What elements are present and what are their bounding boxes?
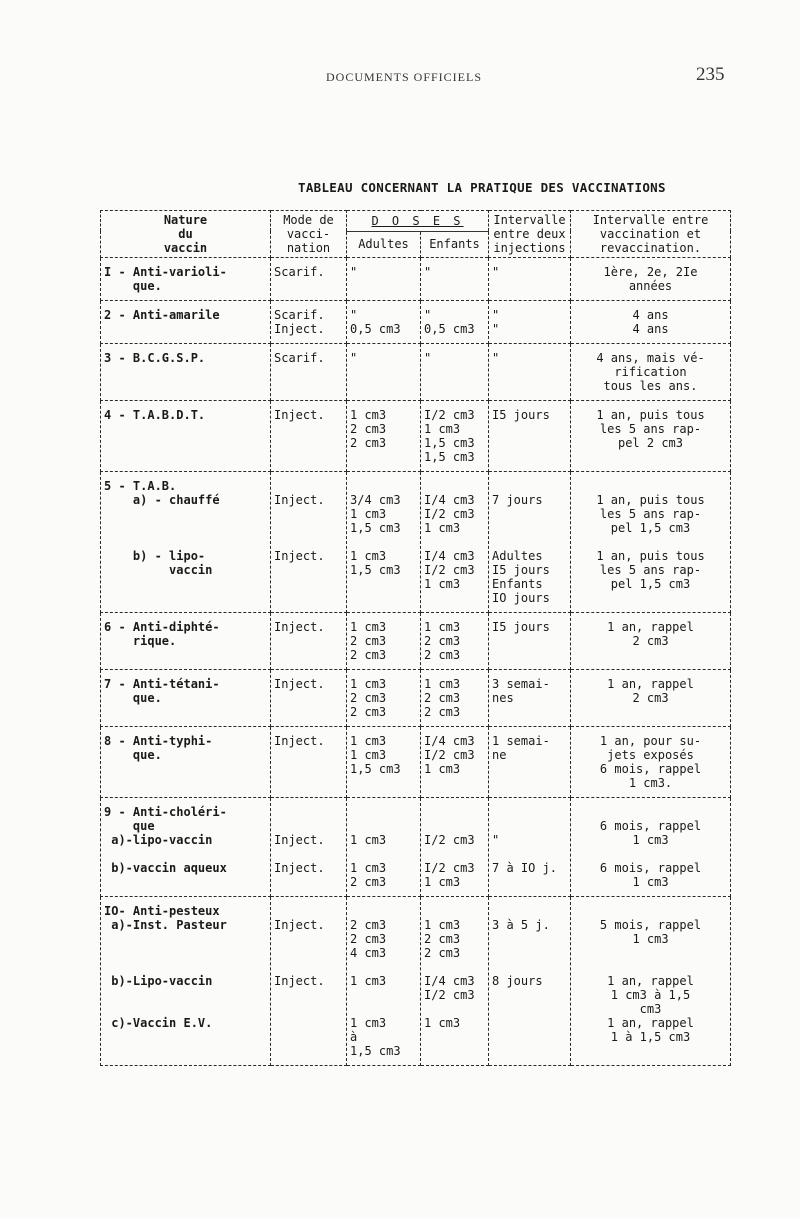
cell-intervalle-injections: I5 jours xyxy=(489,613,571,670)
cell-intervalle-revaccination: 6 mois, rappel 1 cm3 6 mois, rappel 1 cm3 xyxy=(571,798,731,897)
cell-nature: 3 - B.C.G.S.P. xyxy=(101,344,271,401)
table-row xyxy=(101,798,731,897)
cell-dose-enfants: 1 cm3 2 cm3 2 cm3 xyxy=(421,613,489,670)
vaccination-table xyxy=(100,210,731,1066)
cell-mode: Inject. xyxy=(271,613,347,670)
table-row xyxy=(101,344,731,401)
cell-dose-enfants: I/4 cm3 I/2 cm3 1 cm3 I/4 cm3 I/2 cm3 1 cm3 xyxy=(421,472,489,613)
cell-nature: IO- Anti-pesteux a)-Inst. Pasteur b)-Lipo-vaccin c)-Vaccin E.V. xyxy=(101,897,271,1066)
header-adultes: Adultes xyxy=(347,231,421,257)
table-row xyxy=(101,258,731,301)
cell-dose-enfants: " 0,5 cm3 xyxy=(421,301,489,344)
cell-intervalle-injections: I5 jours xyxy=(489,401,571,472)
table-row xyxy=(101,613,731,670)
cell-dose-adultes: 1 cm3 2 cm3 2 cm3 xyxy=(347,670,421,727)
header-doses: D O S E S xyxy=(347,211,489,232)
cell-nature: 7 - Anti-tétani- que. xyxy=(101,670,271,727)
cell-dose-adultes: " xyxy=(347,344,421,401)
cell-intervalle-injections: 1 semai- ne xyxy=(489,727,571,798)
cell-dose-adultes: 1 cm3 2 cm3 2 cm3 xyxy=(347,613,421,670)
cell-dose-adultes: 1 cm3 2 cm3 2 cm3 xyxy=(347,401,421,472)
cell-dose-enfants: " xyxy=(421,258,489,301)
cell-nature: 9 - Anti-choléri- que a)-lipo-vaccin b)-vaccin aqueux xyxy=(101,798,271,897)
cell-mode: Inject. Inject. xyxy=(271,897,347,1066)
table-row xyxy=(101,897,731,1066)
cell-intervalle-revaccination: 1 an, puis tous les 5 ans rap- pel 1,5 cm3 1 an, puis tous les 5 ans rap- pel 1,5 cm3 xyxy=(571,472,731,613)
cell-dose-adultes: " 0,5 cm3 xyxy=(347,301,421,344)
cell-nature: 5 - T.A.B. a) - chauffé b) - lipo- vaccin xyxy=(101,472,271,613)
cell-dose-adultes: 1 cm3 1 cm3 1,5 cm3 xyxy=(347,727,421,798)
cell-mode: Inject. Inject. xyxy=(271,472,347,613)
header-intervalle-injections: Intervalle entre deux injections xyxy=(489,211,571,258)
cell-intervalle-injections: " " xyxy=(489,301,571,344)
table-row xyxy=(101,727,731,798)
cell-mode: Inject. xyxy=(271,670,347,727)
cell-dose-adultes: " xyxy=(347,258,421,301)
cell-dose-adultes: 2 cm3 2 cm3 4 cm3 1 cm3 1 cm3 à 1,5 cm3 xyxy=(347,897,421,1066)
table-header-row xyxy=(101,211,731,232)
cell-mode: Inject. Inject. xyxy=(271,798,347,897)
cell-dose-enfants: " xyxy=(421,344,489,401)
cell-intervalle-revaccination: 4 ans 4 ans xyxy=(571,301,731,344)
cell-dose-enfants: I/4 cm3 I/2 cm3 1 cm3 xyxy=(421,727,489,798)
cell-dose-adultes: 3/4 cm3 1 cm3 1,5 cm3 1 cm3 1,5 cm3 xyxy=(347,472,421,613)
header-enfants: Enfants xyxy=(421,231,489,257)
cell-intervalle-revaccination: 1ère, 2e, 2Ie années xyxy=(571,258,731,301)
cell-intervalle-revaccination: 4 ans, mais vé- rification tous les ans. xyxy=(571,344,731,401)
cell-dose-adultes: 1 cm3 1 cm3 2 cm3 xyxy=(347,798,421,897)
cell-intervalle-injections: 3 semai- nes xyxy=(489,670,571,727)
cell-intervalle-injections: " xyxy=(489,258,571,301)
cell-mode: Scarif. Inject. xyxy=(271,301,347,344)
header-mode: Mode de vacci- nation xyxy=(271,211,347,258)
cell-nature: 8 - Anti-typhi- que. xyxy=(101,727,271,798)
cell-intervalle-injections: 7 jours Adultes I5 jours Enfants IO jours xyxy=(489,472,571,613)
cell-mode: Inject. xyxy=(271,727,347,798)
cell-mode: Inject. xyxy=(271,401,347,472)
cell-intervalle-injections: " xyxy=(489,344,571,401)
cell-intervalle-revaccination: 5 mois, rappel 1 cm3 1 an, rappel 1 cm3 à 1,5 cm3 1 an, rappel 1 à 1,5 cm3 xyxy=(571,897,731,1066)
cell-intervalle-revaccination: 1 an, rappel 2 cm3 xyxy=(571,613,731,670)
cell-intervalle-injections: " 7 à IO j. xyxy=(489,798,571,897)
cell-intervalle-injections: 3 à 5 j. 8 jours xyxy=(489,897,571,1066)
cell-nature: 4 - T.A.B.D.T. xyxy=(101,401,271,472)
cell-mode: Scarif. xyxy=(271,344,347,401)
cell-dose-enfants: 1 cm3 2 cm3 2 cm3 xyxy=(421,670,489,727)
header-intervalle-revaccination: Intervalle entre vaccination et revaccination. xyxy=(571,211,731,258)
cell-intervalle-revaccination: 1 an, puis tous les 5 ans rap- pel 2 cm3 xyxy=(571,401,731,472)
table-title: TABLEAU CONCERNANT LA PRATIQUE DES VACCINATIONS xyxy=(298,180,666,195)
table-row xyxy=(101,401,731,472)
table-row xyxy=(101,472,731,613)
cell-nature: 6 - Anti-diphté- rique. xyxy=(101,613,271,670)
cell-mode: Scarif. xyxy=(271,258,347,301)
running-title: DOCUMENTS OFFICIELS xyxy=(326,70,483,84)
table-row xyxy=(101,670,731,727)
cell-dose-enfants: 1 cm3 2 cm3 2 cm3 I/4 cm3 I/2 cm3 1 cm3 xyxy=(421,897,489,1066)
cell-intervalle-revaccination: 1 an, pour su- jets exposés 6 mois, rappel 1 cm3. xyxy=(571,727,731,798)
page-number: 235 xyxy=(696,64,725,85)
cell-dose-enfants: I/2 cm3 I/2 cm3 1 cm3 xyxy=(421,798,489,897)
cell-intervalle-revaccination: 1 an, rappel 2 cm3 xyxy=(571,670,731,727)
cell-nature: I - Anti-varioli- que. xyxy=(101,258,271,301)
cell-nature: 2 - Anti-amarile xyxy=(101,301,271,344)
cell-dose-enfants: I/2 cm3 1 cm3 1,5 cm3 1,5 cm3 xyxy=(421,401,489,472)
table-row xyxy=(101,301,731,344)
header-nature: Nature du vaccin xyxy=(101,211,271,258)
